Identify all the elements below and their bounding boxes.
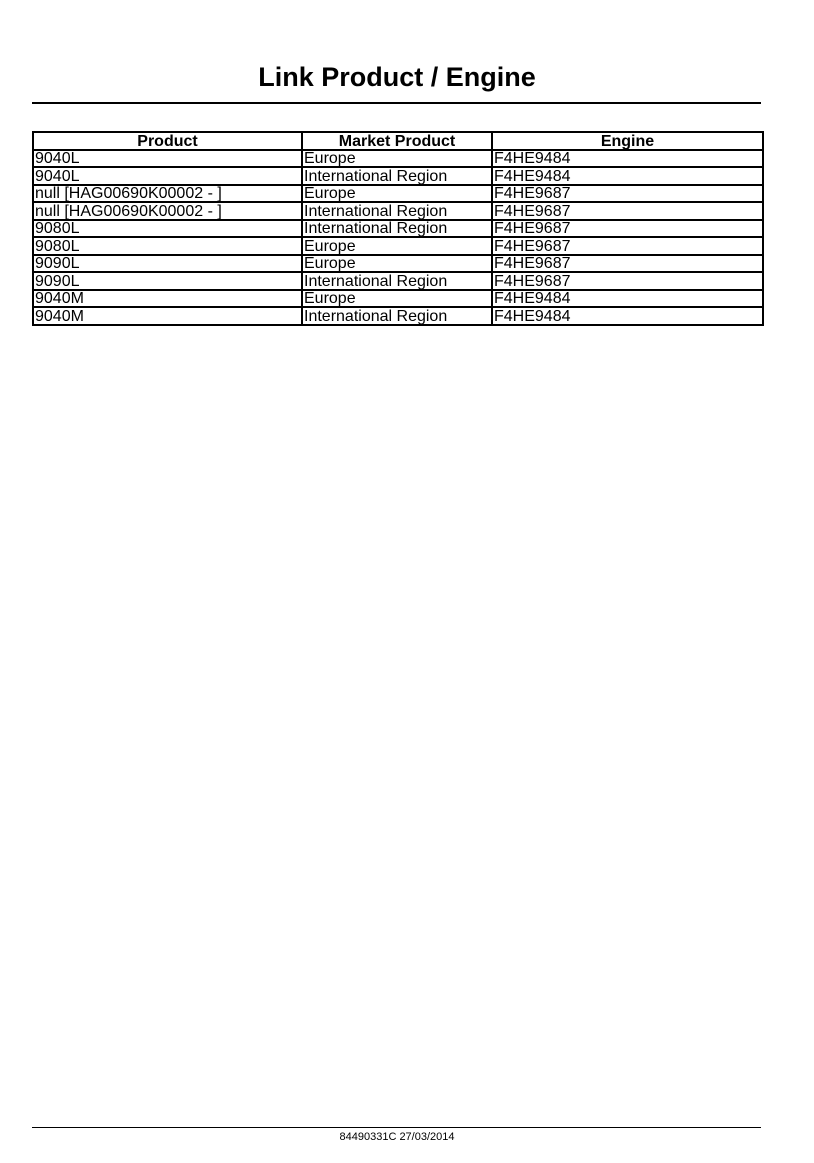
product-cell: 9040M — [33, 290, 302, 308]
column-header-product: Product — [33, 132, 302, 150]
product-cell: 9080L — [33, 237, 302, 255]
table-header-row — [33, 132, 763, 150]
product-cell: null [HAG00690K00002 - ] — [33, 185, 302, 203]
link-product-engine-table — [32, 131, 764, 326]
market-product-cell: International Region — [302, 220, 492, 238]
product-cell: 9090L — [33, 255, 302, 273]
footer-divider — [32, 1127, 761, 1128]
product-cell: 9090L — [33, 272, 302, 290]
product-cell: 9040M — [33, 307, 302, 325]
market-product-cell: International Region — [302, 167, 492, 185]
product-cell: null [HAG00690K00002 - ] — [33, 202, 302, 220]
market-product-cell: Europe — [302, 290, 492, 308]
page-title: Link Product / Engine — [258, 62, 536, 92]
table-row — [33, 202, 763, 220]
market-product-cell: International Region — [302, 307, 492, 325]
column-header-market-product: Market Product — [302, 132, 492, 150]
engine-cell: F4HE9484 — [492, 167, 763, 185]
engine-cell: F4HE9687 — [492, 272, 763, 290]
column-header-engine: Engine — [492, 132, 763, 150]
footer-document-reference: 84490331C 27/03/2014 — [339, 1131, 455, 1143]
table-row — [33, 307, 763, 325]
product-cell: 9040L — [33, 167, 302, 185]
market-product-cell: Europe — [302, 185, 492, 203]
title-divider — [32, 102, 761, 104]
product-cell: 9080L — [33, 220, 302, 238]
table-row — [33, 237, 763, 255]
engine-cell: F4HE9687 — [492, 202, 763, 220]
engine-cell: F4HE9687 — [492, 255, 763, 273]
table-row — [33, 272, 763, 290]
engine-cell: F4HE9484 — [492, 307, 763, 325]
table-row — [33, 220, 763, 238]
engine-cell: F4HE9687 — [492, 237, 763, 255]
table-row — [33, 185, 763, 203]
engine-cell: F4HE9484 — [492, 290, 763, 308]
table-row — [33, 150, 763, 168]
table-row — [33, 167, 763, 185]
product-cell: 9040L — [33, 150, 302, 168]
table-row — [33, 290, 763, 308]
market-product-cell: Europe — [302, 150, 492, 168]
market-product-cell: International Region — [302, 202, 492, 220]
table-row — [33, 255, 763, 273]
market-product-cell: Europe — [302, 237, 492, 255]
engine-cell: F4HE9484 — [492, 150, 763, 168]
engine-cell: F4HE9687 — [492, 185, 763, 203]
engine-cell: F4HE9687 — [492, 220, 763, 238]
market-product-cell: Europe — [302, 255, 492, 273]
market-product-cell: International Region — [302, 272, 492, 290]
